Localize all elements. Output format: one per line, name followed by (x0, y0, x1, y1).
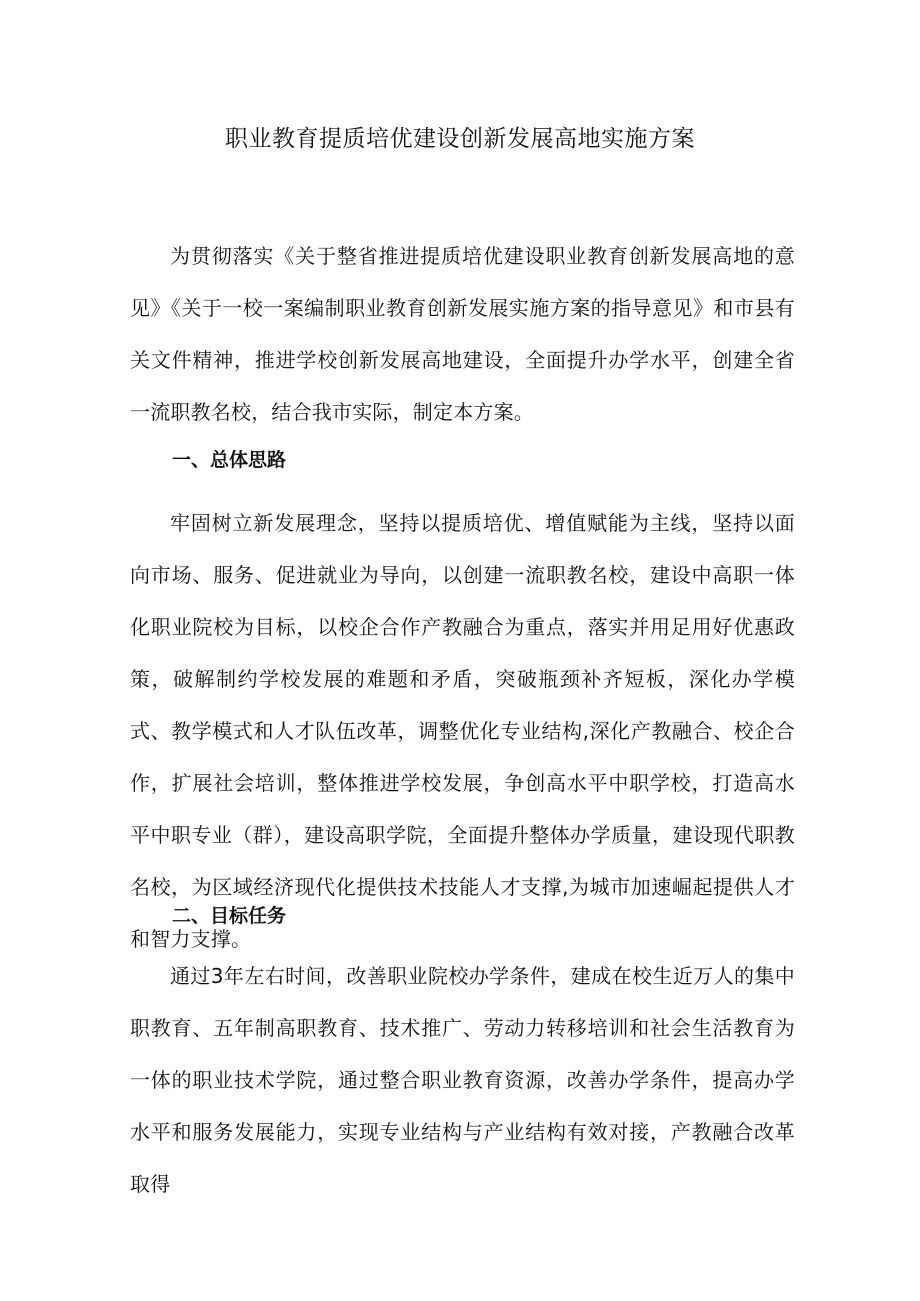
document-title: 职业教育提质培优建设创新发展高地实施方案 (225, 126, 695, 152)
section-heading-goals-tasks: 二、目标任务 (172, 905, 287, 927)
section-paragraph-overall-approach: 牢固树立新发展理念，坚持以提质培优、增值赋能为主线，坚持以面向市场、服务、促进就业为导向，以创建一流职教名校，建设中高职一体化职业院校为目标，以校企合作产教融合为重点，落实并用足用好优惠政策，破解制约学校发展的难题和矛盾，突破瓶颈补齐短板，深化办学模式、教学模式和人才队伍改革，调整优化专业结构,深化产教融合、校企合作，扩展社会培训，整体推进学校发展，争创高水平中职学校，打造高水平中职专业（群），建设高职学院，全面提升整体办学质量，建设现代职教名校，为区域经济现代化提供技术技能人才支撑,为城市加速崛起提供人才和智力支撑。 (130, 511, 795, 951)
section-heading-overall-approach: 一、总体思路 (172, 449, 287, 471)
section-paragraph-goals-tasks: 通过3年左右时间，改善职业院校办学条件，建成在校生近万人的集中职教育、五年制高职教育、技术推广、劳动力转移培训和社会生活教育为一体的职业技术学院，通过整合职业教育资源，改善办学条件，提高办学水平和服务发展能力，实现专业结构与产业结构有效对接，产教融合改革取得 (130, 964, 795, 1196)
intro-paragraph: 为贯彻落实《关于整省推进提质培优建设职业教育创新发展高地的意见》《关于一校一案编制职业教育创新发展实施方案的指导意见》和市县有关文件精神，推进学校创新发展高地建设，全面提升办学水平，创建全省一流职教名校，结合我市实际，制定本方案。 (130, 244, 795, 424)
